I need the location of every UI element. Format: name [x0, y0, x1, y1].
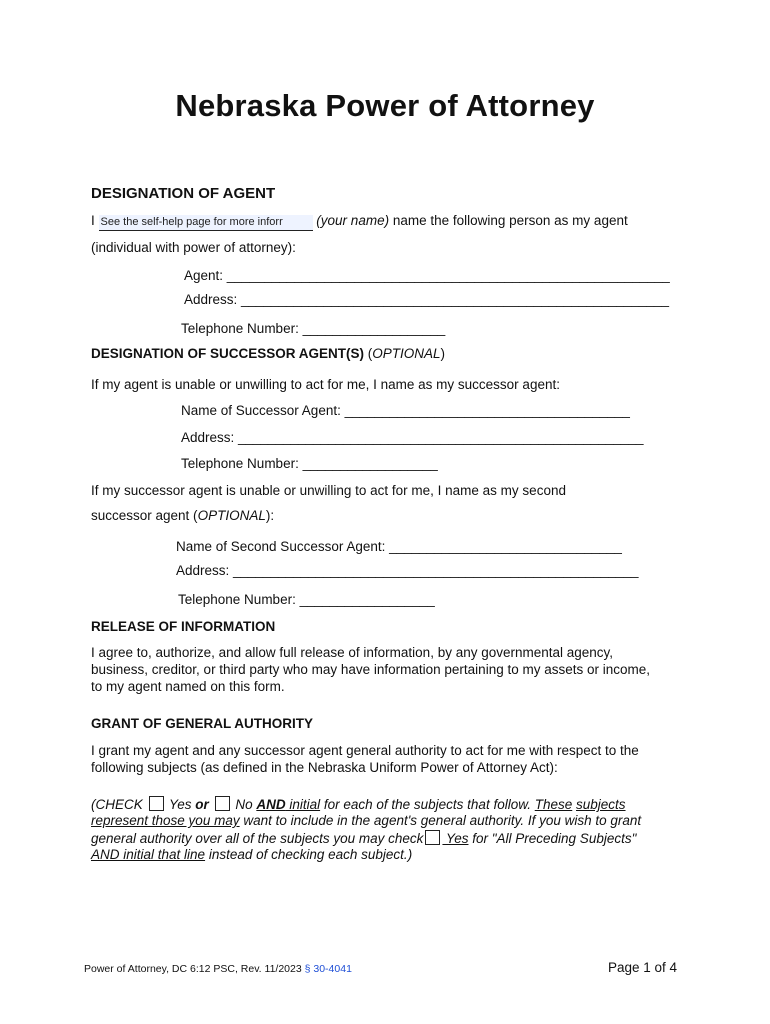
grant-line4-rest: instead of checking each subject.) — [205, 847, 413, 862]
successor-heading-text: DESIGNATION OF SUCCESSOR AGENT(S) — [91, 346, 365, 361]
grant-line-1: I grant my agent and any successor agent general authority to act for me with respect to the — [91, 743, 639, 758]
successor-optional-label: OPTIONAL — [372, 346, 441, 361]
grant-instructions-line-3 — [91, 830, 636, 846]
second-successor-intro-2c: ): — [265, 508, 275, 523]
these-text: These — [534, 797, 573, 812]
agent-address-line: Address: _________________________________________________________ — [184, 292, 669, 307]
second-successor-intro-1: If my successor agent is unable or unwilling to act for me, I name as my second — [91, 483, 566, 498]
all-subjects-yes-label: Yes — [442, 831, 469, 846]
example-yes-checkbox[interactable] — [149, 796, 164, 811]
yes-label: Yes — [165, 797, 196, 812]
grant-instructions-line-1 — [91, 796, 626, 812]
agent-heading: DESIGNATION OF AGENT — [91, 185, 276, 202]
agent-intro-suffix: name the following person as my agent — [389, 213, 628, 228]
successor-heading — [91, 346, 445, 361]
grant-line2-rest: want to include in the agent's general authority. If you wish to grant — [239, 813, 642, 828]
successor-optional-open: ( — [364, 346, 373, 361]
footer-form-info — [84, 963, 352, 975]
second-successor-phone-line: Telephone Number: __________________ — [178, 592, 435, 607]
agent-intro-prefix: I — [91, 213, 95, 228]
initial-text: initial — [285, 797, 321, 812]
subjects-text: subjects — [576, 797, 626, 812]
second-successor-intro-2 — [91, 508, 274, 523]
and-initial-line-text: AND initial that line — [91, 847, 206, 862]
and-label: AND — [256, 797, 286, 812]
footer-form-text: Power of Attorney, DC 6:12 PSC, Rev. 11/2023 — [84, 963, 305, 975]
grant-line3-a: general authority over all of the subjects you may check — [91, 831, 424, 846]
all-subjects-yes-checkbox[interactable] — [425, 830, 440, 845]
agent-intro-line — [91, 213, 628, 231]
represent-text: represent those you may — [91, 813, 240, 828]
example-no-checkbox[interactable] — [215, 796, 230, 811]
release-heading: RELEASE OF INFORMATION — [91, 619, 276, 634]
second-successor-optional: OPTIONAL — [197, 508, 266, 523]
page-number: Page 1 of 4 — [608, 960, 678, 975]
successor-address-line: Address: ______________________________________________________ — [181, 430, 644, 445]
release-line-3: to my agent named on this form. — [91, 679, 285, 694]
release-line-2: business, creditor, or third party who may have information pertaining to my assets or income, — [91, 662, 651, 677]
your-name-label: (your name) — [316, 213, 390, 228]
or-label: or — [195, 797, 209, 812]
document-title: Nebraska Power of Attorney — [175, 88, 595, 123]
release-line-1: I agree to, authorize, and allow full release of information, by any governmental agency, — [91, 645, 614, 660]
grant-line-2: following subjects (as defined in the Nebraska Uniform Power of Attorney Act): — [91, 760, 558, 775]
check-open-text: (CHECK — [91, 797, 147, 812]
statute-link[interactable]: § 30-4041 — [304, 963, 352, 975]
second-successor-intro-2a: successor agent ( — [91, 508, 198, 523]
grant-heading: GRANT OF GENERAL AUTHORITY — [91, 716, 313, 731]
second-successor-address-line: Address: ______________________________________________________ — [176, 563, 639, 578]
successor-optional-close: ) — [440, 346, 446, 361]
agent-intro-line2: (individual with power of attorney): — [91, 240, 296, 255]
agent-name-line: Agent: ___________________________________________________________ — [184, 268, 670, 283]
successor-phone-line: Telephone Number: __________________ — [181, 456, 438, 471]
agent-phone-line: Telephone Number: ___________________ — [181, 321, 446, 336]
principal-name-field[interactable] — [99, 215, 313, 231]
grant-line3-b: for "All Preceding Subjects" — [468, 831, 637, 846]
successor-name-line: Name of Successor Agent: ______________________________________ — [181, 403, 630, 418]
second-successor-name-line: Name of Second Successor Agent: _______________________________ — [176, 539, 622, 554]
successor-intro: If my agent is unable or unwilling to act for me, I name as my successor agent: — [91, 377, 560, 392]
no-label: No — [231, 797, 257, 812]
grant-instructions-line-2 — [91, 813, 641, 828]
follow-text: for each of the subjects that follow. — [320, 797, 535, 812]
grant-instructions-line-4 — [91, 847, 412, 862]
